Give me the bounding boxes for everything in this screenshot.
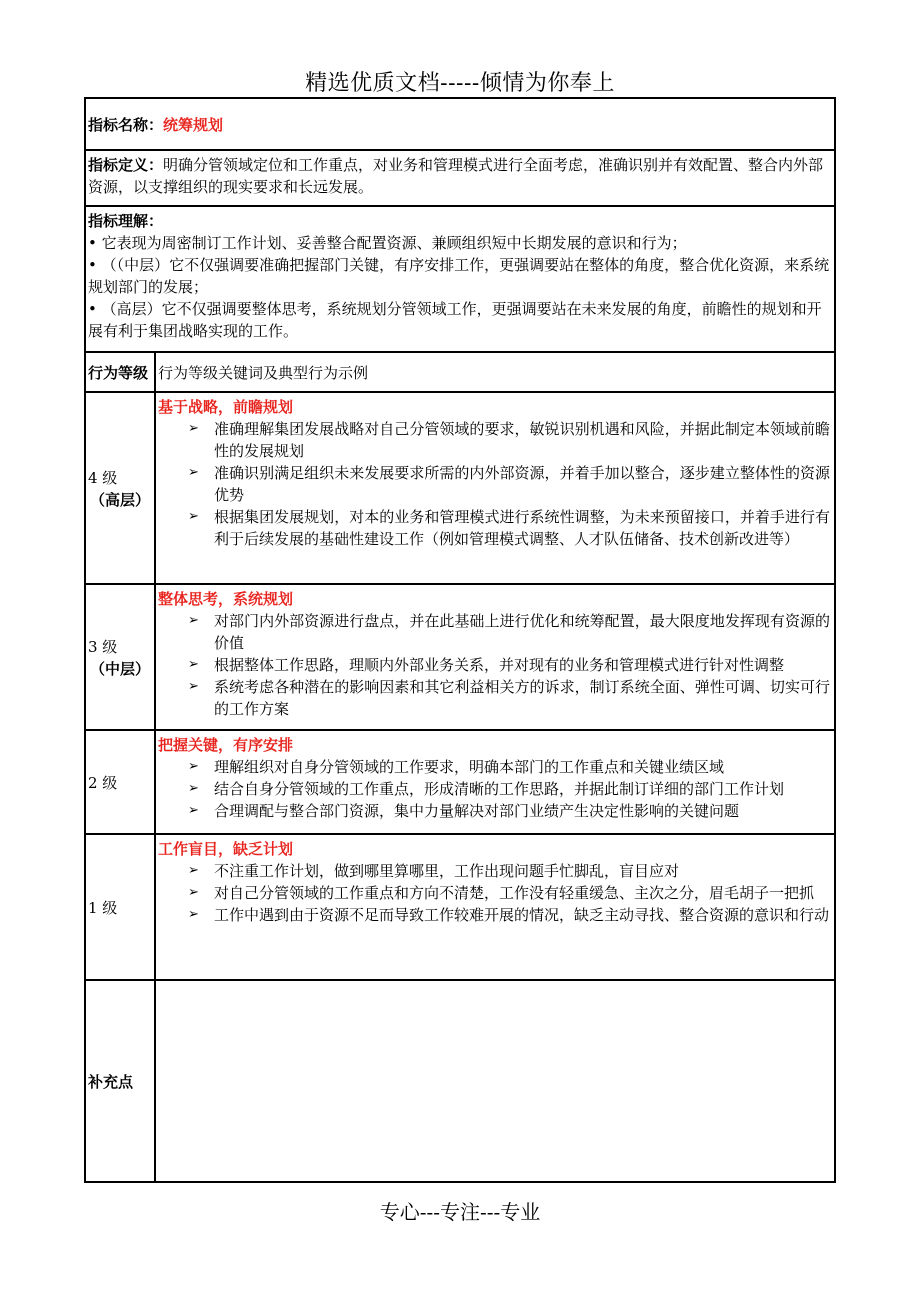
level-cell (85, 392, 155, 584)
understanding-line: • （高层）它不仅强调要整体思考，系统规划分管领域工作，更强调要站在未来发展的角度，前瞻性的规划和开展有利于集团战略实现的工作。 (88, 300, 822, 340)
arrow-bullet-icon: ➢ (188, 509, 199, 524)
indicator-name-value: 统筹规划 (163, 115, 224, 134)
arrow-bullet-icon: ➢ (188, 613, 199, 628)
behavior-item: ➢ 根据整体工作思路，理顺内外部业务关系，并对现有的业务和管理模式进行针对性调整 (188, 656, 785, 674)
behavior-item: ➢ 系统考虑各种潜在的影响因素和其它利益相关方的诉求，制订系统全面、弹性可调、切实可行的工作方案 (188, 678, 830, 718)
arrow-bullet-icon: ➢ (188, 885, 199, 900)
level-behaviors (155, 730, 835, 834)
behavior-item: ➢ 根据集团发展规划，对本的业务和管理模式进行系统性调整，为未来预留接口，并着手进行有利于后续发展的基础性建设工作（例如管理模式调整、人才队伍储备、技术创新改进等） (188, 508, 830, 548)
behavior-item: ➢ 对自己分管领域的工作重点和方向不清楚，工作没有轻重缓急、主次之分，眉毛胡子一把抓 (188, 884, 815, 902)
behavior-item: ➢ 工作中遇到由于资源不足而导致工作较难开展的情况，缺乏主动寻找、整合资源的意识和行动 (188, 906, 830, 924)
level-cell (85, 730, 155, 834)
arrow-bullet-icon: ➢ (188, 465, 199, 480)
level-keyword: 把握关键，有序安排 (158, 736, 294, 754)
level-label: 1 级 (88, 898, 118, 917)
indicator-understanding-label: 指标理解： (88, 212, 164, 230)
level-row (85, 730, 835, 834)
behavior-item: ➢ 对部门内外部资源进行盘点，并在此基础上进行优化和统筹配置，最大限度地发挥现有资源的价值 (188, 612, 830, 652)
behavior-item: ➢ 结合自身分管领域的工作重点，形成清晰的工作思路，并据此制订详细的部门工作计划 (188, 780, 785, 798)
arrow-bullet-icon: ➢ (188, 421, 199, 436)
arrow-bullet-icon: ➢ (188, 781, 199, 796)
level-behaviors (155, 392, 835, 584)
level-label: 3 级 (88, 637, 118, 656)
levels-header-row (85, 352, 835, 392)
supplement-label: 补充点 (85, 980, 155, 1182)
behavior-item: ➢ 合理调配与整合部门资源，集中力量解决对部门业绩产生决定性影响的关键问题 (188, 802, 740, 820)
behavior-item: ➢ 不注重工作计划，做到哪里算哪里，工作出现问题手忙脚乱，盲目应对 (188, 862, 680, 880)
indicator-definition-label: 指标定义： (88, 156, 164, 174)
arrow-bullet-icon: ➢ (188, 803, 199, 818)
indicator-understanding-row (85, 206, 835, 352)
level-label: 2 级 (88, 773, 118, 792)
arrow-bullet-icon: ➢ (188, 907, 199, 922)
level-behaviors (155, 834, 835, 980)
levels-header-left: 行为等级 (85, 352, 155, 392)
level-row (85, 584, 835, 730)
supplement-row (85, 980, 835, 1182)
understanding-line: • （（中层）它不仅强调要准确把握部门关键，有序安排工作，更强调要站在整体的角度，整合优化资源，来系统规划部门的发展； (88, 256, 830, 296)
indicator-definition-text: 明确分管领域定位和工作重点，对业务和管理模式进行全面考虑，准确识别并有效配置、整合内外部资源，以支撑组织的现实要求和长远发展。 (88, 156, 824, 196)
arrow-bullet-icon: ➢ (188, 657, 199, 672)
level-cell (85, 834, 155, 980)
level-keyword: 工作盲目，缺乏计划 (158, 840, 294, 858)
understanding-line: • 它表现为周密制订工作计划、妥善整合配置资源、兼顾组织短中长期发展的意识和行为； (88, 234, 687, 252)
supplement-content (155, 980, 835, 1182)
indicator-name-row (85, 98, 835, 150)
level-keyword: 基于战略，前瞻规划 (158, 398, 294, 416)
arrow-bullet-icon: ➢ (188, 679, 199, 694)
level-row (85, 392, 835, 584)
behavior-item: ➢ 准确识别满足组织未来发展要求所需的内外部资源，并着手加以整合，逐步建立整体性的资源优势 (188, 464, 830, 504)
indicator-definition-row (85, 150, 835, 206)
indicator-name-label: 指标名称： (88, 115, 164, 134)
level-cell (85, 584, 155, 730)
level-sublabel: （中层） (89, 659, 150, 678)
levels-header-right: 行为等级关键词及典型行为示例 (155, 352, 835, 392)
behavior-item: ➢ 理解组织对自身分管领域的工作要求，明确本部门的工作重点和关键业绩区域 (188, 758, 725, 776)
competency-table (84, 97, 836, 1183)
level-label: 4 级 (88, 468, 118, 487)
level-behaviors (155, 584, 835, 730)
behavior-item: ➢ 准确理解集团发展战略对自己分管领域的要求，敏锐识别机遇和风险，并据此制定本领域前瞻性的发展规划 (188, 420, 830, 460)
page-header: 精选优质文档-----倾情为你奉上 (305, 71, 615, 96)
arrow-bullet-icon: ➢ (188, 759, 199, 774)
level-row (85, 834, 835, 980)
level-keyword: 整体思考，系统规划 (158, 590, 294, 608)
level-sublabel: （高层） (89, 490, 150, 509)
arrow-bullet-icon: ➢ (188, 863, 199, 878)
page-footer: 专心---专注---专业 (379, 1200, 541, 1224)
